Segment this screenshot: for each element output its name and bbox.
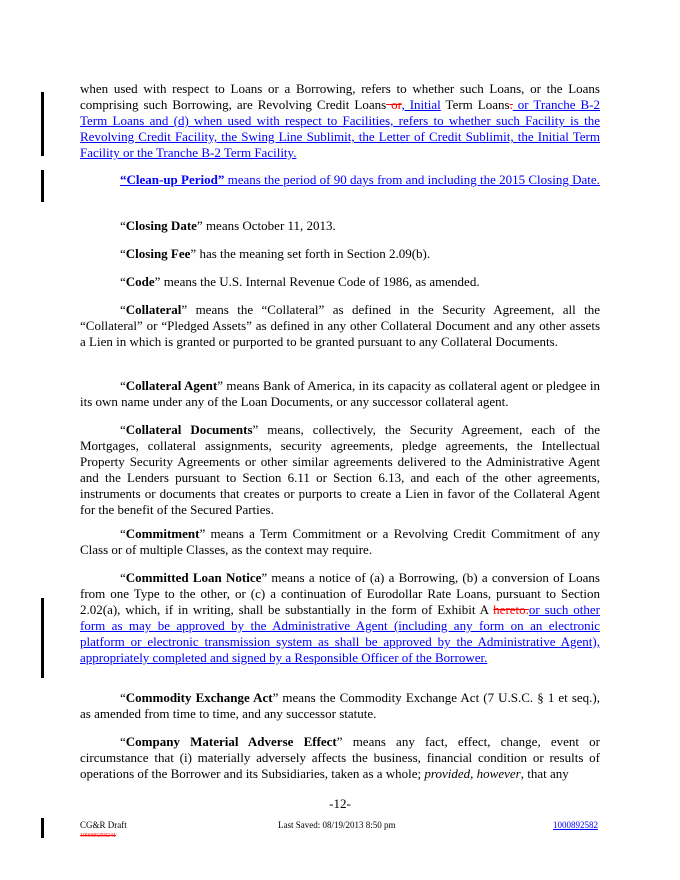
deleted-doc-id: 100089258241 — [80, 833, 116, 839]
inserted-text: or Tranche B-2 Term Loans and (d) when used with respect to Facilities, refers to whether such Facility is the Revolving Credit Facility, the Swing Line Sublimit, the Letter of Credit Sublimit, the Initial Term Facility or the Tranche B-2 Term Facility. — [80, 97, 601, 160]
definition-commodity-exchange-act: “Commodity Exchange Act” means the Commodity Exchange Act (7 U.S.C. § 1 et seq.), as amended from time to time, and any successor statute. — [80, 690, 600, 721]
page-number: -12- — [329, 796, 351, 811]
defined-term: Code — [125, 274, 155, 289]
inserted-text: or such other form as may be approved by the Administrative Agent (including any form on an electronic platform or electronic transmission system as shall be approved by the Administrative Agent), appropriately completed and signed by a Responsible Officer of the Borrower. — [80, 602, 600, 665]
footer-draft-label: CG&R Draft 100089258241 — [80, 820, 127, 842]
definition-committed-loan-notice: “Committed Loan Notice” means a notice of (a) a Borrowing, (b) a conversion of Loans from one Type to the other, or (c) a continuation of Eurodollar Rate Loans, pursuant to Section 2.02(a), which, if in writing, shall be substantially in the form of Exhibit A hereto.or such other form as may be approved by the Administrative Agent (including any form on an electronic platform or electronic transmission system as shall be approved by the Administrative Agent), appropriately completed and signed by a Responsible Officer of the Borrower. — [80, 570, 600, 665]
defined-term: Commitment — [125, 526, 200, 541]
definition-commitment: “Commitment” means a Term Commitment or a Revolving Credit Commitment of any Class or of multiple Classes, as the context may require. — [80, 526, 600, 557]
defined-term: Committed Loan Notice — [125, 570, 262, 585]
defined-term: Closing Fee — [125, 246, 191, 261]
footer-last-saved: Last Saved: 08/19/2013 8:50 pm — [278, 820, 396, 830]
change-bar — [41, 92, 44, 156]
inserted-text: , Initial — [401, 97, 441, 112]
definition-collateral-agent: “Collateral Agent” means Bank of America, in its capacity as collateral agent or pledgee in its own name under any of the Loan Documents, or any successor collateral agent. — [80, 378, 601, 409]
defined-term: “Clean-up Period” — [120, 172, 225, 187]
change-bar — [41, 170, 44, 202]
definition-company-material-adverse-effect: “Company Material Adverse Effect” means any fact, effect, change, event or circumstance that (i) materially adversely affects the business, financial condition or results of operations of the Borrower and its Subsidiaries, taken as a whole; provided, however, that any — [80, 734, 600, 781]
definition-collateral: “Collateral” means the “Collateral” as defined in the Security Agreement, all the “Collateral” or “Pledged Assets” as defined in any other Collateral Document and any other assets a Lien in which is granted or purported to be granted pursuant to any Collateral Documents. — [80, 302, 600, 349]
change-bar — [41, 598, 44, 678]
definition-paragraph: when used with respect to Loans or a Borrowing, refers to whether such Loans, or the Loans comprising such Borrowing, are Revolving Credit Loans or, Initial Term Loans. or Tranche B-2 Term Loans and (d) when used with respect to Facilities, refers to whether such Facility is the Revolving Credit Facility, the Swing Line Sublimit, the Letter of Credit Sublimit, the Initial Term Facility or the Tranche B-2 Term Facility. — [80, 81, 601, 160]
footer-doc-id: 1000892582 — [553, 820, 598, 830]
definition-collateral-documents: “Collateral Documents” means, collectively, the Security Agreement, each of the Mortgages, collateral assignments, security agreements, pledge agreements, the Intellectual Property Security Agreements or other similar agreements delivered to the Administrative Agent and the Lenders pursuant to Section 6.11 or Section 6.13, and each of the other agreements, instruments or documents that creates or purports to create a Lien in favor of the Collateral Agent for the benefit of the Secured Parties. — [80, 422, 600, 517]
definition-clean-up-period: “Clean-up Period” means the period of 90 days from and including the 2015 Closing Date. — [120, 172, 600, 187]
definition-code: “Code” means the U.S. Internal Revenue Code of 1986, as amended. — [120, 274, 480, 289]
deleted-text: hereto. — [493, 602, 529, 617]
defined-term: Closing Date — [125, 218, 197, 233]
defined-term: Collateral Agent — [125, 378, 218, 393]
deleted-text: or — [386, 97, 402, 112]
defined-term: Collateral Documents — [125, 422, 253, 437]
definition-closing-date: “Closing Date” means October 11, 2013. — [120, 218, 336, 233]
change-bar — [41, 818, 44, 838]
deleted-text: . — [509, 97, 513, 112]
defined-term: Commodity Exchange Act — [125, 690, 273, 705]
definition-closing-fee: “Closing Fee” has the meaning set forth in Section 2.09(b). — [120, 246, 431, 261]
defined-term: Collateral — [125, 302, 182, 317]
defined-term: Company Material Adverse Effect — [125, 734, 337, 749]
